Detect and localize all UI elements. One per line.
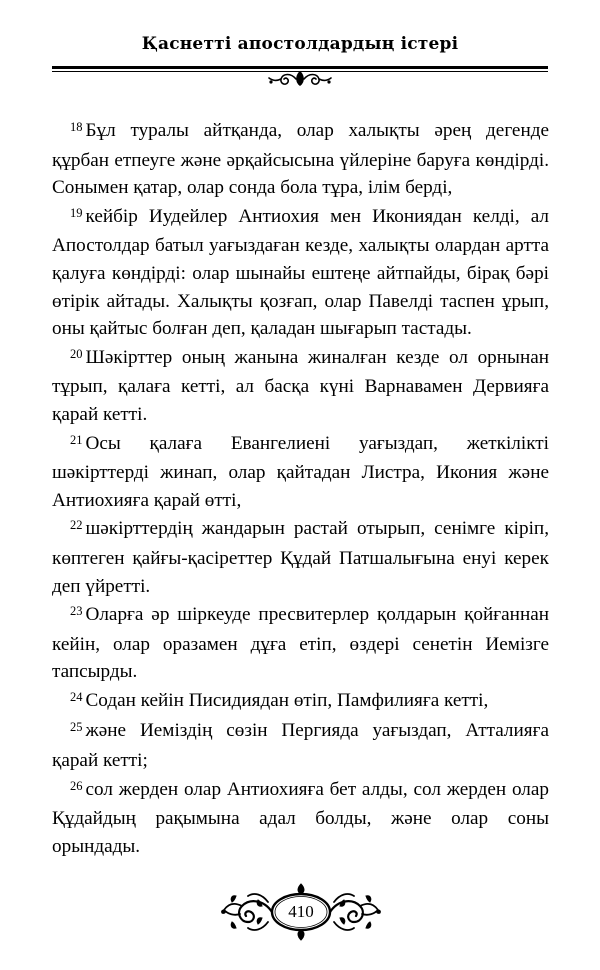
verse-number: 22 [70,518,83,533]
verse-text: Бұл туралы айтқанда, олар халықты әрең дегенде құрбан етпеуге және әрқайсысына үйлеріне баруға көндірді. Сонымен қатар, олар сонда бола тұра, ілім берді, [52,120,549,199]
verse-text: Шәкірттер оның жанына жиналған кезде ол орнынан тұрып, қалаға кетті, ал басқа күні Варнавамен Дервияға қарай кетті. [52,346,549,425]
verse-21 [52,430,549,515]
verse-number: 24 [70,689,83,704]
verse-number: 26 [70,778,83,793]
verse-18 [52,117,549,202]
verse-list [52,117,549,861]
verse-text: шәкірттердің жандарын растай отырып, сенімге кіріп, көптеген қайғы-қасіреттер Құдай Патшалығына енуі керек деп үйретті. [52,518,549,597]
verse-text: Содан кейін Писидиядан өтіп, Памфилияға кетті, [85,689,489,711]
verse-text: сол жерден олар Антиохияға бет алды, сол жерден олар Құдайдың рақымына адал болды, және олар соны орындады. [52,778,549,857]
verse-number: 18 [70,120,83,134]
verse-text: Осы қалаға Евангелиені уағыздап, жеткілікті шәкірттерді жинап, олар қайтадан Листра, Икония және Антиохияға қарай өтті, [52,432,549,511]
verse-19 [52,203,549,343]
scroll-ornament-icon [265,68,335,90]
verse-number: 19 [70,205,83,220]
page-number: 410 [288,902,314,921]
running-header-title: Қаснетті апостолдардың істері [141,34,459,54]
verse-text: Оларға әр шіркеуде пресвитерлер қолдарын қойғаннан кейін, олар оразамен дұға етіп, өздері сенетін Иемізге тапсырды. [52,604,549,683]
verse-23 [52,601,549,686]
verse-number: 20 [70,346,83,361]
verse-22 [52,515,549,600]
verse-number: 25 [70,720,83,735]
verse-20 [52,344,549,429]
verse-text: және Иеміздің сөзін Пергияда уағыздап, Атталияға қарай кетті; [52,720,549,772]
verse-text: кейбір Иудейлер Антиохия мен Икониядан келді, ал Апостолдар батыл уағыздаған кезде, халықты олардан артта қалуға көндірді: олар шынайы ештеңе айтпайды, бірақ бәрі өтірік айтады. Халықты қозғап, олар Павелді таспен ұрып, оны қайтыс болған деп, қаладан шығарып тастады. [52,205,549,340]
verse-number: 21 [70,432,83,447]
verse-26 [52,776,549,861]
verse-24 [52,687,549,717]
verse-25 [52,717,549,774]
verse-number: 23 [70,604,83,619]
